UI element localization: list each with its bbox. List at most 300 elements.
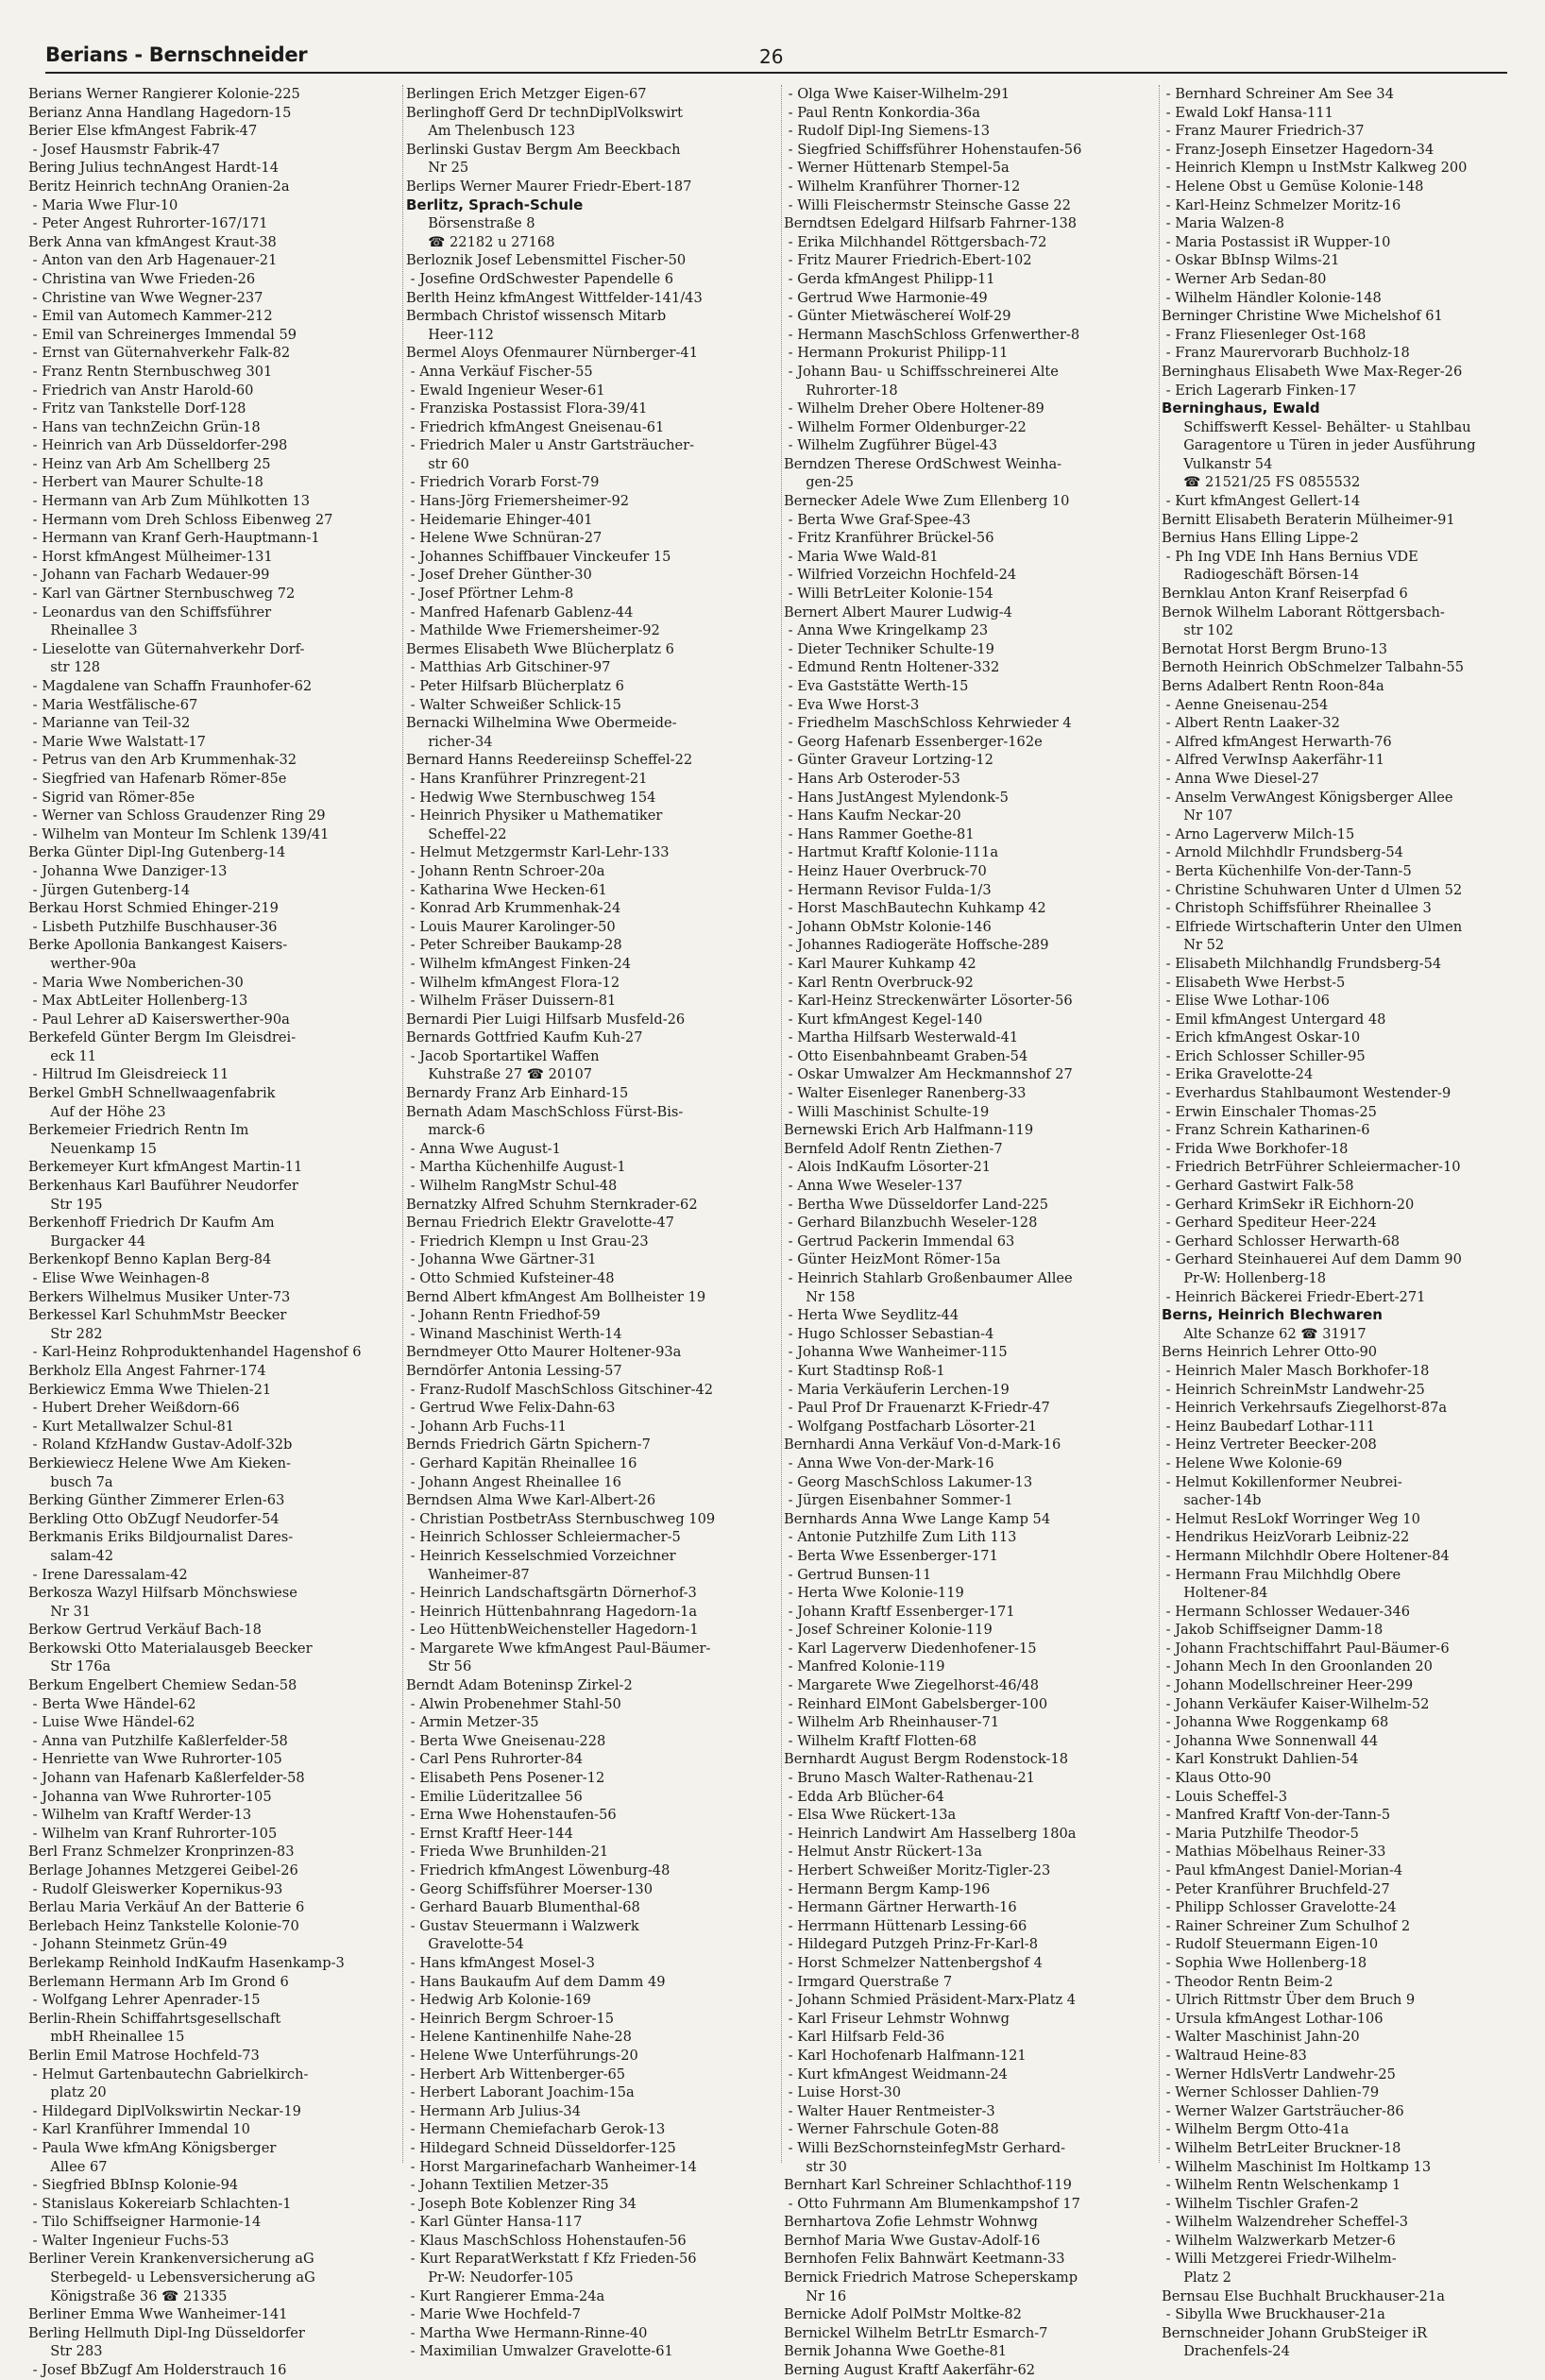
directory-entry-line: - Karl Friseur Lehmstr Wohnwg <box>784 2010 1010 2027</box>
directory-entry-line: Berninger Christine Wwe Michelshof 61 <box>1162 308 1443 325</box>
directory-entry-line: - Jacob Sportartikel Waffen <box>406 1047 600 1064</box>
directory-entry-line: - Hermann Milchhdlr Obere Holtener-84 <box>1162 1547 1450 1564</box>
directory-entry-line: - Wilhelm Tischler Grafen-2 <box>1162 2195 1359 2212</box>
directory-entry-line: - Ernst Kraftf Heer-144 <box>406 1825 573 1842</box>
directory-entry-line: - Karl Lagerverw Diedenhofener-15 <box>784 1640 1037 1657</box>
directory-entry-line: - Johanna van Wwe Ruhrorter-105 <box>28 1788 272 1805</box>
directory-entry-line: Str 176a <box>28 1658 111 1675</box>
directory-entry-line: Berkiewiecz Helene Wwe Am Kieken- <box>28 1454 291 1471</box>
directory-entry-line: Berndtsen Edelgard Hilfsarb Fahrner-138 <box>784 215 1078 232</box>
directory-entry-line: - Herbert Schweißer Moritz-Tigler-23 <box>784 1862 1051 1878</box>
directory-entry-line: - Anton van den Arb Hagenauer-21 <box>28 252 278 269</box>
directory-entry-line: - Heinz Hauer Overbruck-70 <box>784 862 987 879</box>
directory-entry-line: Berkow Gertrud Verkäuf Bach-18 <box>28 1622 262 1639</box>
directory-entry-line: Bernardi Pier Luigi Hilfsarb Musfeld-26 <box>406 1011 686 1028</box>
directory-entry-line: - Karl Konstrukt Dahlien-54 <box>1162 1751 1359 1768</box>
directory-entry-line: Berka Günter Dipl-Ing Gutenberg-14 <box>28 844 286 861</box>
directory-entry-line: - Horst Margarinefacharb Wanheimer-14 <box>406 2158 697 2175</box>
directory-entry-line: - Willi Metzgerei Friedr-Wilhelm- <box>1162 2251 1397 2268</box>
directory-entry-line: - Frida Wwe Borkhofer-18 <box>1162 1140 1349 1157</box>
directory-entry-line: - Dieter Techniker Schulte-19 <box>784 640 994 657</box>
directory-entry-line: str 60 <box>406 455 469 472</box>
directory-entry-line: - Elisabeth Milchhandlg Frundsberg-54 <box>1162 955 1442 972</box>
directory-entry-line: Bernert Albert Maurer Ludwig-4 <box>784 604 1012 620</box>
directory-entry-line: - Herbert Arb Wittenberger-65 <box>406 2066 626 2082</box>
directory-entry-line: - Wilhelm Maschinist Im Holtkamp 13 <box>1162 2158 1432 2175</box>
directory-entry-line: - Werner van Schloss Graudenzer Ring 29 <box>28 808 326 824</box>
directory-entry-line: Berk Anna van kfmAngest Kraut-38 <box>28 233 277 250</box>
directory-entry-line: - Walter Hauer Rentmeister-3 <box>784 2102 995 2119</box>
directory-entry-line: - Helene Wwe Unterführungs-20 <box>406 2047 638 2064</box>
directory-entry-line: Berlemann Hermann Arb Im Grond 6 <box>28 1973 289 1990</box>
directory-entry-line: - Hermann Gärtner Herwarth-16 <box>784 1899 1017 1916</box>
directory-entry-line: Str 56 <box>406 1658 472 1675</box>
directory-entry-line: - Johann Steinmetz Grün-49 <box>28 1936 228 1953</box>
directory-entry-line: Berkel GmbH Schnellwaagenfabrik <box>28 1085 276 1102</box>
directory-entry-line: - Johann Frachtschiffahrt Paul-Bäumer-6 <box>1162 1640 1450 1657</box>
directory-entry-line: - Konrad Arb Krummenhak-24 <box>406 900 621 917</box>
directory-entry-line: Berkers Wilhelmus Musiker Unter-73 <box>28 1288 291 1305</box>
directory-entry-line: - Johann Bau- u Schiffsschreinerei Alte <box>784 363 1059 380</box>
directory-entry-line: - Heinrich Landschaftsgärtn Dörnerhof-3 <box>406 1585 697 1602</box>
directory-entry-line: - Berta Küchenhilfe Von-der-Tann-5 <box>1162 862 1412 879</box>
directory-entry-line: - Heinrich Kesselschmied Vorzeichner <box>406 1547 676 1564</box>
directory-entry-line: - Franz-Joseph Einsetzer Hagedorn-34 <box>1162 141 1435 158</box>
directory-entry-line: - Gerhard Bilanzbuchh Weseler-128 <box>784 1215 1038 1232</box>
directory-entry-line: - Johann Kraftf Essenberger-171 <box>784 1603 1015 1620</box>
directory-entry-line: - Josef Hausmstr Fabrik-47 <box>28 141 221 158</box>
directory-entry-line: Bernhards Anna Wwe Lange Kamp 54 <box>784 1510 1051 1527</box>
directory-entry-line: - Stanislaus Kokereiarb Schlachten-1 <box>28 2195 292 2212</box>
directory-entry-line: - Sophia Wwe Hollenberg-18 <box>1162 1954 1367 1971</box>
directory-entry-line: Bernath Adam MaschSchloss Fürst-Bis- <box>406 1103 684 1120</box>
directory-entry-line: Heer-112 <box>406 326 494 343</box>
directory-entry-line: - Erika Milchhandel Röttgersbach-72 <box>784 233 1047 250</box>
directory-entry-line: - Elise Wwe Weinhagen-8 <box>28 1270 210 1286</box>
directory-entry-line: Berliner Verein Krankenversicherung aG <box>28 2251 314 2268</box>
directory-entry-line: Bering Julius technAngest Hardt-14 <box>28 160 279 177</box>
directory-entry-line: mbH Rheinallee 15 <box>28 2029 185 2046</box>
directory-entry-line: - Horst MaschBautechn Kuhkamp 42 <box>784 900 1046 917</box>
directory-entry-line: - Johann Schmied Präsident-Marx-Platz 4 <box>784 1992 1077 2009</box>
directory-entry-line: Bernds Friedrich Gärtn Spichern-7 <box>406 1436 651 1454</box>
directory-entry-line: - Tilo Schiffseigner Harmonie-14 <box>28 2214 262 2231</box>
directory-entry-line: - Johannes Radiogeräte Hoffsche-289 <box>784 937 1049 954</box>
directory-entry-line: - Werner Schlosser Dahlien-79 <box>1162 2084 1380 2101</box>
directory-entry-line: - Wilhelm Arb Rheinhauser-71 <box>784 1714 1000 1731</box>
directory-entry-line: Nr 31 <box>28 1603 92 1620</box>
directory-entry-line: - Josefine OrdSchwester Papendelle 6 <box>406 270 674 287</box>
directory-entry-line: Berloznik Josef Lebensmittel Fischer-50 <box>406 252 687 269</box>
directory-entry-line: - Otto Fuhrmann Am Blumenkampshof 17 <box>784 2195 1080 2212</box>
directory-entry-line: - Mathilde Wwe Friemersheimer-92 <box>406 622 660 639</box>
directory-entry-line: Berndörfer Antonia Lessing-57 <box>406 1362 622 1379</box>
directory-entry-line: ☎ 22182 u 27168 <box>406 233 555 250</box>
directory-entry-line: Bernacki Wilhelmina Wwe Obermeide- <box>406 715 677 732</box>
directory-entry-line: - Johanna Wwe Gärtner-31 <box>406 1251 597 1268</box>
directory-entry-line: - Maria Putzhilfe Theodor-5 <box>1162 1825 1359 1842</box>
directory-entry-line: - Frieda Wwe Brunhilden-21 <box>406 1844 609 1861</box>
directory-entry-line: Bernok Wilhelm Laborant Röttgersbach- <box>1162 604 1445 620</box>
directory-entry-line: - Alfred kfmAngest Herwarth-76 <box>1162 733 1392 750</box>
directory-entry-line: sacher-14b <box>1162 1492 1262 1509</box>
directory-entry-line: - Louis Maurer Karolinger-50 <box>406 918 616 935</box>
directory-entry-line: - Hugo Schlosser Sebastian-4 <box>784 1325 994 1342</box>
directory-entry-line: - Heinrich Physiker u Mathematiker <box>406 808 663 824</box>
directory-entry-line: - Friedrich van Anstr Harold-60 <box>28 382 254 399</box>
directory-entry-line: Platz 2 <box>1162 2270 1231 2286</box>
page-header <box>45 42 1507 74</box>
directory-entry-line: - Gerhard KrimSekr iR Eichhorn-20 <box>1162 1196 1415 1213</box>
directory-entry-line: Wanheimer-87 <box>406 1566 530 1583</box>
directory-entry-line: - Paul Prof Dr Frauenarzt K-Friedr-47 <box>784 1400 1050 1417</box>
directory-entry-line: Berlitz, Sprach-Schule <box>406 196 584 213</box>
directory-entry-line: Bernsau Else Buchhalt Bruckhauser-21a <box>1162 2287 1445 2304</box>
directory-entry-line: Berians Werner Rangierer Kolonie-225 <box>28 86 300 102</box>
directory-entry-line: Berlth Heinz kfmAngest Wittfelder-141/43 <box>406 289 703 306</box>
directory-entry-line: - Gerhard Bauarb Blumenthal-68 <box>406 1899 640 1916</box>
directory-entry-line: - Karl-Heinz Rohproduktenhandel Hagenshof 6 <box>28 1344 362 1361</box>
directory-entry-line: salam-42 <box>28 1547 114 1564</box>
directory-entry-line: gen-25 <box>784 474 855 491</box>
directory-entry-line: - Franz-Rudolf MaschSchloss Gitschiner-42 <box>406 1381 714 1398</box>
directory-entry-line: - Gerhard Gastwirt Falk-58 <box>1162 1178 1354 1195</box>
directory-entry-line: Alte Schanze 62 ☎ 31917 <box>1162 1325 1367 1342</box>
directory-entry-line: - Rudolf Steuermann Eigen-10 <box>1162 1936 1379 1953</box>
directory-entry-line: - Karl Hochofenarb Halfmann-121 <box>784 2047 1027 2064</box>
directory-entry-line: - Johann Arb Fuchs-11 <box>406 1418 567 1435</box>
directory-entry-line: - Heinrich Maler Masch Borkhofer-18 <box>1162 1362 1430 1379</box>
directory-entry-line: - Hartmut Kraftf Kolonie-111a <box>784 844 999 861</box>
directory-entry-line: - Henriette van Wwe Ruhrorter-105 <box>28 1751 282 1768</box>
directory-entry-line: - Elfriede Wirtschafterin Unter den Ulmen <box>1162 918 1463 935</box>
directory-entry-line: Berkessel Karl SchuhmMstr Beecker <box>28 1307 287 1324</box>
directory-entry-line: - Kurt kfmAngest Gellert-14 <box>1162 493 1361 510</box>
directory-entry-line: - Gerda kfmAngest Philipp-11 <box>784 270 995 287</box>
directory-entry-line: - Peter Kranführer Bruchfeld-27 <box>1162 1880 1390 1897</box>
directory-entry-line: - Helene Wwe Kolonie-69 <box>1162 1454 1343 1471</box>
directory-entry-line: - Hendrikus HeizVorarb Leibniz-22 <box>1162 1529 1410 1546</box>
directory-entry-line: Radiogeschäft Börsen-14 <box>1162 567 1360 584</box>
directory-entry-line: - Wolfgang Postfacharb Lösorter-21 <box>784 1418 1037 1435</box>
directory-entry-line: - Gertrud Packerin Immendal 63 <box>784 1232 1015 1250</box>
directory-entry-line: - Walter Ingenieur Fuchs-53 <box>28 2232 229 2249</box>
directory-entry-line: - Karl Maurer Kuhkamp 42 <box>784 955 976 972</box>
directory-entry-line: - Helene Obst u Gemüse Kolonie-148 <box>1162 178 1424 195</box>
directory-entry-line: Berlin Emil Matrose Hochfeld-73 <box>28 2047 260 2064</box>
directory-entry-line: - Johann van Hafenarb Kaßlerfelder-58 <box>28 1770 305 1787</box>
directory-entry-line: - Siegfried Schiffsführer Hohenstaufen-56 <box>784 141 1082 158</box>
directory-entry-line: - Hermann MaschSchloss Grfenwerther-8 <box>784 326 1080 343</box>
directory-entry-line: - Karl Rentn Overbruck-92 <box>784 974 974 991</box>
directory-entry-line: richer-34 <box>406 733 493 750</box>
directory-entry-line: - Manfred Kraftf Von-der-Tann-5 <box>1162 1807 1391 1824</box>
directory-entry-line: - Hermann Bergm Kamp-196 <box>784 1880 991 1897</box>
directory-entry-line: Bernardy Franz Arb Einhard-15 <box>406 1085 629 1102</box>
directory-entry-line: - Wilhelm van Kranf Ruhrorter-105 <box>28 1825 278 1842</box>
directory-entry-line: - Werner Fahrschule Goten-88 <box>784 2121 999 2138</box>
directory-entry-line: - Otto Schmied Kufsteiner-48 <box>406 1270 615 1286</box>
directory-entry-line: - Hans Arb Osteroder-53 <box>784 770 960 787</box>
directory-entry-line: Berkenkopf Benno Kaplan Berg-84 <box>28 1251 272 1268</box>
directory-entry-line: - Hildegard DiplVolkswirtin Neckar-19 <box>28 2102 301 2119</box>
directory-entry-line: - Jürgen Gutenberg-14 <box>28 881 191 898</box>
directory-entry-line: Pr-W: Hollenberg-18 <box>1162 1270 1327 1286</box>
directory-entry-line: - Anna Wwe Weseler-137 <box>784 1178 963 1195</box>
directory-entry-line: - Leo HüttenbWeichensteller Hagedorn-1 <box>406 1622 699 1639</box>
directory-entry-line: - Heinrich van Arb Düsseldorfer-298 <box>28 437 288 454</box>
directory-entry-line: Bernitt Elisabeth Beraterin Mülheimer-91 <box>1162 511 1455 528</box>
directory-entry-line: Berkemeier Friedrich Rentn Im <box>28 1122 249 1139</box>
directory-entry-line: - Werner Walzer Gartsträucher-86 <box>1162 2102 1404 2119</box>
directory-entry-line: - Anna Wwe Von-der-Mark-16 <box>784 1454 994 1471</box>
directory-entry-line: - Roland KfzHandw Gustav-Adolf-32b <box>28 1436 293 1454</box>
directory-entry-line: - Josef Pförtner Lehm-8 <box>406 586 574 603</box>
directory-entry-line: - Wilhelm Bergm Otto-41a <box>1162 2121 1350 2138</box>
directory-entry-line: Bermes Elisabeth Wwe Blücherplatz 6 <box>406 640 674 657</box>
directory-entry-line: Bernewski Erich Arb Halfmann-119 <box>784 1122 1034 1139</box>
directory-entry-line: - Hermann van Kranf Gerh-Hauptmann-1 <box>28 530 320 547</box>
directory-entry-line: - Fritz Kranführer Brückel-56 <box>784 530 994 547</box>
directory-entry-line: Bernoth Heinrich ObSchmelzer Talbahn-55 <box>1162 659 1464 676</box>
columns <box>28 85 1530 2379</box>
directory-entry-line: - Karl Hilfsarb Feld-36 <box>784 2029 945 2046</box>
directory-entry-line: Berkemeyer Kurt kfmAngest Martin-11 <box>28 1159 303 1176</box>
directory-entry-line: - Hermann Arb Julius-34 <box>406 2102 581 2119</box>
directory-entry-line: - Olga Wwe Kaiser-Wilhelm-291 <box>784 86 1010 102</box>
directory-entry-line: - Margarete Wwe kfmAngest Paul-Bäumer- <box>406 1640 711 1657</box>
directory-entry-line: Allee 67 <box>28 2158 108 2175</box>
directory-entry-line: Bernard Hanns Reedereiinsp Scheffel-22 <box>406 752 693 769</box>
directory-entry-line: Nr 52 <box>1162 937 1225 954</box>
directory-entry-line: Berking Günther Zimmerer Erlen-63 <box>28 1492 285 1509</box>
directory-entry-line: - Alois IndKaufm Lösorter-21 <box>784 1159 992 1176</box>
directory-entry-line: - Petrus van den Arb Krummenhak-32 <box>28 752 297 769</box>
directory-entry-line: - Margarete Wwe Ziegelhorst-46/48 <box>784 1677 1039 1694</box>
directory-entry-line: Kuhstraße 27 ☎ 20107 <box>406 1066 593 1083</box>
directory-entry-line: Berkenhaus Karl Bauführer Neudorfer <box>28 1178 298 1195</box>
directory-entry-line: - Kurt Stadtinsp Roß-1 <box>784 1362 945 1379</box>
directory-entry-line: - Sibylla Wwe Bruckhauser-21a <box>1162 2306 1385 2323</box>
directory-entry-line: - Wilhelm Walzendreher Scheffel-3 <box>1162 2214 1408 2231</box>
directory-entry-line: - Albert Rentn Laaker-32 <box>1162 715 1340 732</box>
directory-entry-line: - Christian PostbetrAss Sternbuschweg 109 <box>406 1510 716 1527</box>
directory-entry-line: - Hans-Jörg Friemersheimer-92 <box>406 493 630 510</box>
directory-entry-line: Berlage Johannes Metzgerei Geibel-26 <box>28 1862 298 1878</box>
directory-entry-line: - Wilhelm Händler Kolonie-148 <box>1162 289 1382 306</box>
directory-entry-line: - Christine Schuhwaren Unter d Ulmen 52 <box>1162 881 1463 898</box>
directory-entry-line: - Ewald Ingenieur Weser-61 <box>406 382 605 399</box>
directory-entry-line: - Walter Schweißer Schlick-15 <box>406 696 621 713</box>
directory-entry-line: - Josef Schreiner Kolonie-119 <box>784 1622 993 1639</box>
directory-entry-line: Berier Else kfmAngest Fabrik-47 <box>28 123 258 140</box>
directory-entry-line: - Johanna Wwe Sonnenwall 44 <box>1162 1732 1379 1749</box>
directory-entry-line: - Kurt Rangierer Emma-24a <box>406 2287 605 2304</box>
directory-entry-line: Berkosza Wazyl Hilfsarb Mönchswiese <box>28 1585 297 1602</box>
column-4 <box>1162 85 1530 2360</box>
directory-entry-line: eck 11 <box>28 1047 97 1064</box>
directory-entry-line: - Christina van Wwe Frieden-26 <box>28 270 256 287</box>
directory-entry-line: Berianz Anna Handlang Hagedorn-15 <box>28 104 292 121</box>
directory-entry-line: - Wilhelm Dreher Obere Holtener-89 <box>784 400 1044 417</box>
directory-entry-line: - Heidemarie Ehinger-401 <box>406 511 593 528</box>
directory-entry-line: - Franz Fliesenleger Ost-168 <box>1162 326 1367 343</box>
directory-entry-line: - Herta Wwe Kolonie-119 <box>784 1585 964 1602</box>
directory-entry-line: - Günter HeizMont Römer-15a <box>784 1251 1001 1268</box>
directory-entry-line: - Berta Wwe Graf-Spee-43 <box>784 511 971 528</box>
directory-entry-line: Bernick Friedrich Matrose Scheperskamp <box>784 2270 1078 2286</box>
directory-entry-line: - Waltraud Heine-83 <box>1162 2047 1307 2064</box>
directory-entry-line: - Wilfried Vorzeichn Hochfeld-24 <box>784 567 1017 584</box>
directory-entry-line: - Hubert Dreher Weißdorn-66 <box>28 1400 240 1417</box>
directory-entry-line: Bernfeld Adolf Rentn Ziethen-7 <box>784 1140 1003 1157</box>
directory-entry-line: - Bernhard Schreiner Am See 34 <box>1162 86 1394 102</box>
directory-entry-line: Pr-W: Neudorfer-105 <box>406 2270 574 2286</box>
column-2 <box>406 85 791 2360</box>
directory-entry-line: - Gertrud Wwe Harmonie-49 <box>784 289 988 306</box>
directory-entry-line: - Josef Dreher Günther-30 <box>406 567 592 584</box>
directory-entry-line: - Leonardus van den Schiffsführer <box>28 604 272 620</box>
directory-entry-line: - Friedhelm MaschSchloss Kehrwieder 4 <box>784 715 1072 732</box>
directory-entry-line: - Hermann Prokurist Philipp-11 <box>784 345 1009 362</box>
directory-entry-line: Berlingen Erich Metzger Eigen-67 <box>406 86 647 102</box>
directory-entry-line: - Kurt kfmAngest Weidmann-24 <box>784 2066 1008 2082</box>
directory-entry-line: Bernd Albert kfmAngest Am Bollheister 19 <box>406 1288 706 1305</box>
directory-entry-line: Berkefeld Günter Bergm Im Gleisdrei- <box>28 1029 297 1046</box>
directory-entry-line: - Friedrich Maler u Anstr Gartsträucher- <box>406 437 695 454</box>
directory-entry-line: - Ulrich Rittmstr Über dem Bruch 9 <box>1162 1992 1416 2009</box>
directory-entry-line: - Lisbeth Putzhilfe Buschhauser-36 <box>28 918 278 935</box>
directory-entry-line: - Fritz Maurer Friedrich-Ebert-102 <box>784 252 1032 269</box>
directory-entry-line: - Otto Eisenbahnbeamt Graben-54 <box>784 1047 1028 1064</box>
directory-entry-line: - Alfred VerwInsp Aakerfähr-11 <box>1162 752 1385 769</box>
directory-entry-line: Auf der Höhe 23 <box>28 1103 166 1120</box>
directory-entry-line: Bernotat Horst Bergm Bruno-13 <box>1162 640 1388 657</box>
directory-entry-line: - Rainer Schreiner Zum Schulhof 2 <box>1162 1917 1411 1934</box>
directory-entry-line: - Heinrich Klempn u InstMstr Kalkweg 200 <box>1162 160 1468 177</box>
directory-entry-line: Berlau Maria Verkäuf An der Batterie 6 <box>28 1899 305 1916</box>
directory-entry-line: Str 195 <box>28 1196 103 1213</box>
directory-entry-line: - Helene Wwe Schnüran-27 <box>406 530 603 547</box>
directory-entry-line: Berndsen Alma Wwe Karl-Albert-26 <box>406 1492 656 1509</box>
directory-entry-line: - Hiltrud Im Gleisdreieck 11 <box>28 1066 229 1083</box>
directory-entry-line: - Ursula kfmAngest Lothar-106 <box>1162 2010 1384 2027</box>
directory-entry-line: - Peter Angest Ruhrorter-167/171 <box>28 215 268 232</box>
directory-entry-line: Berlips Werner Maurer Friedr-Ebert-187 <box>406 178 692 195</box>
directory-entry-line: - Heinrich Bergm Schroer-15 <box>406 2010 615 2027</box>
directory-entry-line: - Karl-Heinz Streckenwärter Lösorter-56 <box>784 993 1073 1010</box>
directory-entry-line: - Aenne Gneisenau-254 <box>1162 696 1329 713</box>
directory-entry-line: - Wilhelm BetrLeiter Bruckner-18 <box>1162 2139 1401 2156</box>
directory-entry-line: - Philipp Schlosser Gravelotte-24 <box>1162 1899 1397 1916</box>
directory-entry-line: Beritz Heinrich technAng Oranien-2a <box>28 178 290 195</box>
directory-entry-line: - Maximilian Umwalzer Gravelotte-61 <box>406 2343 673 2360</box>
directory-entry-line: Am Thelenbusch 123 <box>406 123 575 140</box>
directory-entry-line: Bernicke Adolf PolMstr Moltke-82 <box>784 2306 1022 2323</box>
directory-entry-line: - Emilie Lüderitzallee 56 <box>406 1788 583 1805</box>
directory-entry-line: - Max AbtLeiter Hollenberg-13 <box>28 993 248 1010</box>
directory-entry-line: - Emil kfmAngest Untergard 48 <box>1162 1011 1386 1028</box>
directory-entry-line: - Willi Maschinist Schulte-19 <box>784 1103 990 1120</box>
directory-entry-line: Garagentore u Türen in jeder Ausführung <box>1162 437 1476 454</box>
directory-entry-line: - Heinrich Landwirt Am Hasselberg 180a <box>784 1825 1077 1842</box>
directory-entry-line: str 128 <box>28 659 101 676</box>
directory-entry-line: - Wilhelm RangMstr Schul-48 <box>406 1178 618 1195</box>
directory-entry-line: - Martha Küchenhilfe August-1 <box>406 1159 626 1176</box>
directory-entry-line: - Heinrich SchreinMstr Landwehr-25 <box>1162 1381 1425 1398</box>
directory-entry-line: - Hans Baukaufm Auf dem Damm 49 <box>406 1973 666 1990</box>
column-divider <box>402 85 403 2163</box>
directory-entry-line: Berlin-Rhein Schiffahrtsgesellschaft <box>28 2010 281 2027</box>
directory-entry-line: - Werner Arb Sedan-80 <box>1162 270 1327 287</box>
directory-entry-line: Bernschneider Johann GrubSteiger iR <box>1162 2324 1428 2341</box>
directory-entry-line: - Johanna Wwe Wanheimer-115 <box>784 1344 1008 1361</box>
directory-entry-line: - Karl Kranführer Immendal 10 <box>28 2121 250 2138</box>
directory-entry-line: - Maria Walzen-8 <box>1162 215 1284 232</box>
directory-entry-line: Rheinallee 3 <box>28 622 138 639</box>
directory-entry-line: werther-90a <box>28 955 137 972</box>
directory-entry-line: - Georg MaschSchloss Lakumer-13 <box>784 1473 1033 1490</box>
directory-entry-line: - Erwin Einschaler Thomas-25 <box>1162 1103 1377 1120</box>
column-1 <box>28 85 399 2379</box>
directory-entry-line: - Kurt Metallwalzer Schul-81 <box>28 1418 235 1435</box>
directory-entry-line: - Martha Wwe Hermann-Rinne-40 <box>406 2324 648 2341</box>
directory-entry-line: Holtener-84 <box>1162 1585 1268 1602</box>
directory-entry-line: - Heinrich Bäckerei Friedr-Ebert-271 <box>1162 1288 1426 1305</box>
directory-entry-line: - Gerhard Spediteur Heer-224 <box>1162 1215 1377 1232</box>
directory-entry-line: - Maria Westfälische-67 <box>28 696 198 713</box>
directory-entry-line: - Irene Daressalam-42 <box>28 1566 188 1583</box>
directory-entry-line: Berkholz Ella Angest Fahrner-174 <box>28 1362 266 1379</box>
directory-entry-line: - Antonie Putzhilfe Zum Lith 113 <box>784 1529 1017 1546</box>
directory-entry-line: - Christoph Schiffsführer Rheinallee 3 <box>1162 900 1432 917</box>
directory-entry-line: - Everhardus Stahlbaumont Westender-9 <box>1162 1085 1452 1102</box>
directory-entry-line: - Friedrich kfmAngest Löwenburg-48 <box>406 1862 671 1878</box>
directory-entry-line: Berkiewicz Emma Wwe Thielen-21 <box>28 1381 272 1398</box>
directory-entry-line: - Luise Horst-30 <box>784 2084 902 2101</box>
directory-entry-line: platz 20 <box>28 2084 107 2101</box>
directory-entry-line: - Bruno Masch Walter-Rathenau-21 <box>784 1770 1035 1787</box>
directory-entry-line: Berkowski Otto Materialausgeb Beecker <box>28 1640 313 1657</box>
directory-entry-line: Berkenhoff Friedrich Dr Kaufm Am <box>28 1215 275 1232</box>
directory-entry-line: - Marianne van Teil-32 <box>28 715 191 732</box>
directory-entry-line: - Heinrich Schlosser Schleiermacher-5 <box>406 1529 681 1546</box>
directory-entry-line: - Berta Wwe Händel-62 <box>28 1695 196 1712</box>
running-head: Berians - Bernschneider <box>45 43 308 66</box>
directory-entry-line: Berns Adalbert Rentn Roon-84a <box>1162 678 1384 694</box>
directory-entry-line: str 30 <box>784 2158 847 2175</box>
directory-entry-line: - Rudolf Dipl-Ing Siemens-13 <box>784 123 991 140</box>
directory-entry-line: - Wilhelm van Monteur Im Schlenk 139/41 <box>28 825 330 842</box>
directory-entry-line: Berndzen Therese OrdSchwest Weinha- <box>784 455 1062 472</box>
directory-entry-line: - Anna van Putzhilfe Kaßlerfelder-58 <box>28 1732 288 1749</box>
directory-entry-line: - Berta Wwe Essenberger-171 <box>784 1547 998 1564</box>
directory-entry-line: Bernhardt August Bergm Rodenstock-18 <box>784 1751 1069 1768</box>
directory-entry-line: - Johanna Wwe Roggenkamp 68 <box>1162 1714 1389 1731</box>
directory-entry-line: - Reinhard ElMont Gabelsberger-100 <box>784 1695 1048 1712</box>
directory-entry-line: - Günter Graveur Lortzing-12 <box>784 752 993 769</box>
directory-entry-line: - Irmgard Querstraße 7 <box>784 1973 953 1990</box>
directory-entry-line: Bernik Johanna Wwe Goethe-81 <box>784 2343 1008 2360</box>
directory-entry-line: - Herbert Laborant Joachim-15a <box>406 2084 635 2101</box>
directory-entry-line: - Hermann Schlosser Wedauer-346 <box>1162 1603 1411 1620</box>
directory-entry-line: - Marie Wwe Hochfeld-7 <box>406 2306 581 2323</box>
directory-entry-line: - Gerhard Schlosser Herwarth-68 <box>1162 1232 1401 1250</box>
directory-entry-line: Scheffel-22 <box>406 825 507 842</box>
directory-entry-line: - Johann Modellschreiner Heer-299 <box>1162 1677 1414 1694</box>
directory-entry-line: - Erika Gravelotte-24 <box>1162 1066 1314 1083</box>
directory-entry-line: - Joseph Bote Koblenzer Ring 34 <box>406 2195 637 2212</box>
